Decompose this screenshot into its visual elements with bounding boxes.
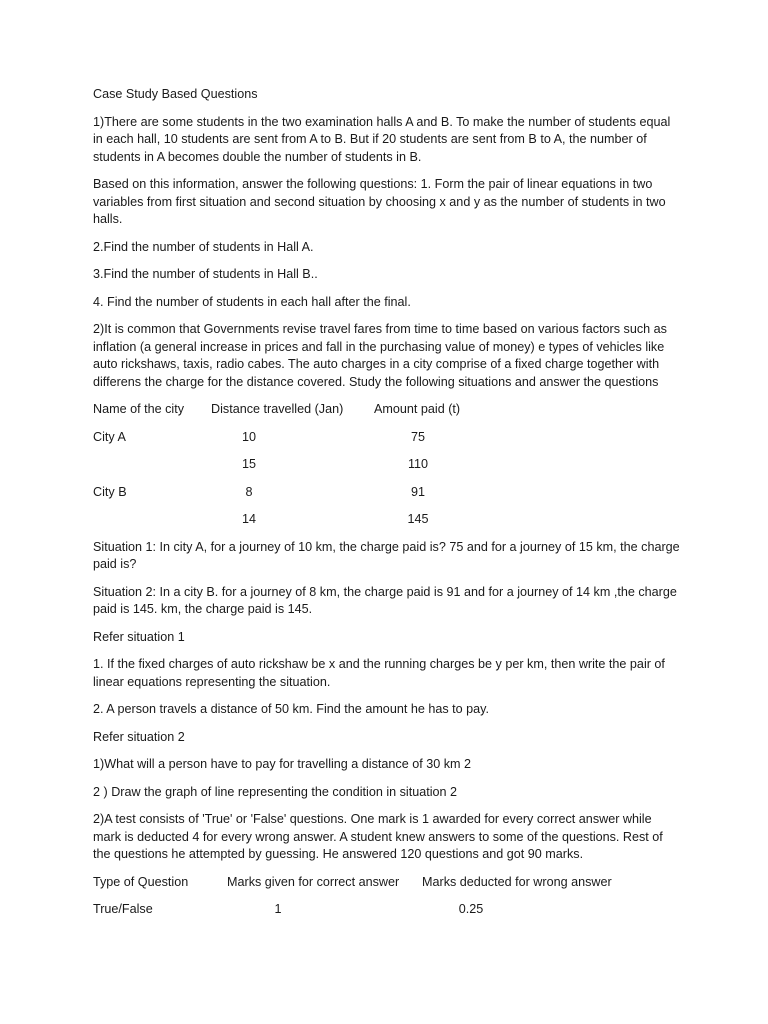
document-title: Case Study Based Questions (93, 87, 258, 101)
fare-table-row (93, 429, 683, 447)
situation1-question-2: 2. A person travels a distance of 50 km. Find the amount he has to pay. (93, 702, 490, 716)
q1-intro: 1)There are some students in the two examination halls A and B. To make the number of students equal in each hall, 10 students are sent from A to B. But if 20 students are sent from B to A, the number of students in A becomes double the number of students in B. (93, 114, 671, 164)
fare-amount: 110 (407, 457, 429, 471)
marks-wrong: 0.25 (458, 902, 484, 916)
refer-situation-1: Refer situation 1 (93, 629, 185, 644)
fare-table-header (93, 401, 683, 419)
marks-type: True/False (93, 902, 153, 916)
document-page (93, 86, 683, 929)
marks-header-wrong: Marks deducted for wrong answer (422, 874, 612, 889)
fare-distance: 15 (242, 457, 257, 471)
fare-distance: 10 (242, 429, 257, 444)
q1-sub3: 3.Find the number of students in Hall B.. (93, 267, 318, 281)
marks-table-header (93, 874, 683, 892)
fare-header-amount: Amount paid (t) (374, 402, 461, 416)
q3-intro: 2)A test consists of 'True' or 'False' questions. One mark is 1 awarded for every correct answer while mark is deducted 4 for every wrong answer. A student knew answers to some of the questions. Rest of the questions he attempted by guessing. He answered 120 questions and got 90 marks. (93, 812, 663, 861)
refer-situation-2: Refer situation 2 (93, 729, 185, 744)
situation1-question-1: 1. If the fixed charges of auto rickshaw be x and the running charges be y per km, then write the pair of linear equations representing the situation. (93, 657, 665, 689)
fare-distance: 8 (245, 484, 253, 499)
situation-1: Situation 1: In city A, for a journey of 10 km, the charge paid is? 75 and for a journey of 15 km, the charge paid is? (93, 539, 680, 571)
fare-city: City B (93, 484, 127, 499)
q2-intro: 2)It is common that Governments revise travel fares from time to time based on various factors such as inflation (a general increase in prices and fall in the purchasing value of money) e types of vehicles like auto rickshaws, taxis, radio cabes. The auto charges in a city comprise of a fixed charge together with differens the charge for the distance covered. Study the following situations and answer the questions (93, 322, 667, 389)
q1-sub4: 4. Find the number of students in each hall after the final. (93, 294, 411, 309)
situation-2: Situation 2: In a city B. for a journey of 8 km, the charge paid is 91 and for a journey of 14 km ,the charge paid is 145. km, the charge paid is 145. (93, 584, 677, 616)
q1-based-on: Based on this information, answer the following questions: 1. Form the pair of linear equations in two variables from first situation and second situation by choosing x and y as the number of students in two halls. (93, 177, 666, 226)
situation2-question-1: 1)What will a person have to pay for travelling a distance of 30 km 2 (93, 757, 472, 771)
fare-distance: 14 (242, 512, 257, 526)
fare-table-row (93, 484, 683, 502)
situation2-question-2: 2 ) Draw the graph of line representing the condition in situation 2 (93, 784, 458, 799)
fare-city: City A (93, 429, 126, 444)
fare-amount: 145 (407, 512, 429, 526)
marks-table-row (93, 901, 683, 919)
fare-amount: 91 (410, 484, 425, 499)
fare-header-distance: Distance travelled (Jan) (211, 402, 344, 416)
q1-sub2: 2.Find the number of students in Hall A. (93, 239, 314, 254)
marks-correct: 1 (274, 902, 282, 916)
fare-amount: 75 (410, 429, 425, 444)
fare-header-city: Name of the city (93, 402, 184, 416)
fare-table-row (93, 511, 683, 529)
marks-header-type: Type of Question (93, 874, 189, 889)
marks-header-correct: Marks given for correct answer (227, 874, 400, 889)
fare-table-row (93, 456, 683, 474)
